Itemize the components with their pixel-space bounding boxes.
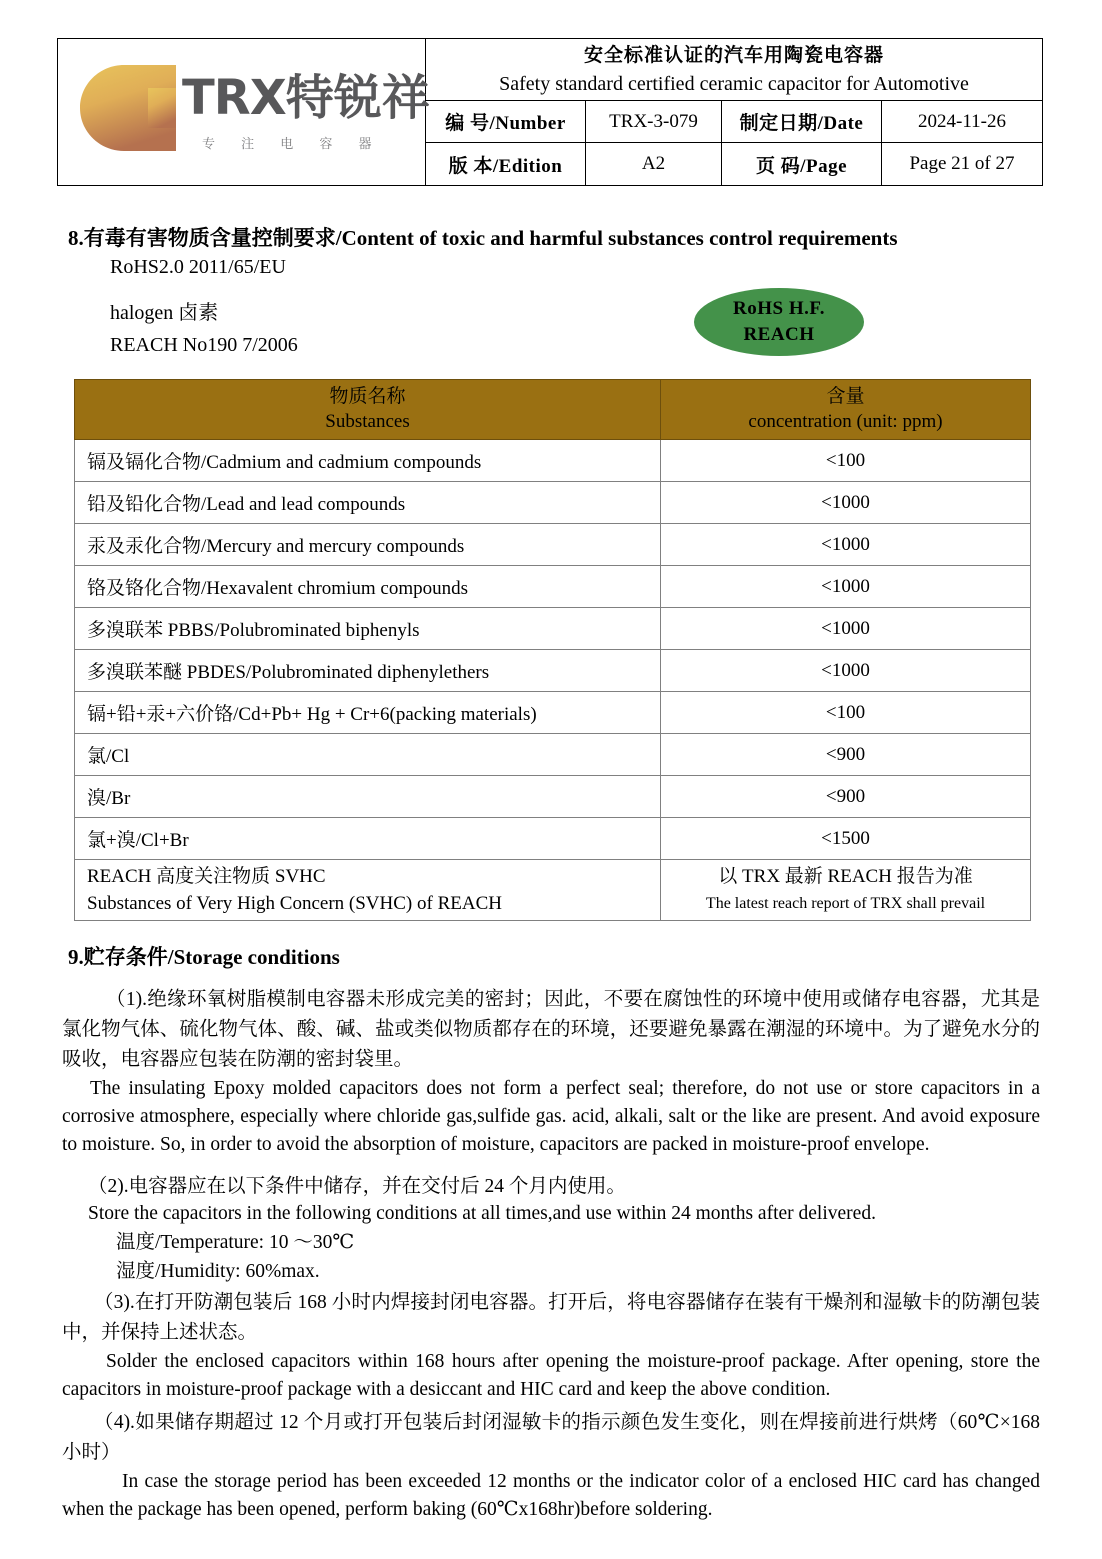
svhc-name-en: Substances of Very High Concern (SVHC) of REACH (87, 893, 502, 914)
storage-temperature: 温度/Temperature: 10 ～30℃ (116, 1232, 355, 1253)
storage-paragraph-1-en: The insulating Epoxy molded capacitors does not form a perfect seal; therefore, do not use or store capacitors in a corrosive atmosphere, especially where chloride gas,sulfide gas. acid, alkali, salt or the like are present. And avoid exposure to moisture. So, in order to avoid the absorption of moisture, capacitors are packed in moisture-proof envelope. (62, 1078, 1040, 1155)
substance-concentration: <1000 (661, 524, 1031, 566)
capacitor-c-logo-icon (80, 65, 176, 151)
company-logo (80, 63, 440, 167)
column-header-substances-en: Substances (325, 411, 410, 432)
standard-reach: REACH No190 7/2006 (110, 334, 298, 356)
section-8-heading: 8.有毒有害物质含量控制要求/Content of toxic and harmful substances control requirements (68, 226, 898, 250)
storage-paragraph-3-cn: （3).在打开防潮包装后 168 小时内焊接封闭电容器。打开后，将电容器储存在装有干燥剂和湿敏卡的防潮包装中，并保持上述状态。 (62, 1292, 1040, 1343)
svhc-conc-en: The latest reach report of TRX shall prevail (705, 895, 986, 912)
substance-concentration-svhc (661, 860, 1031, 921)
document-title-cn: 安全标准认证的汽车用陶瓷电容器 (583, 45, 884, 66)
table-row (75, 650, 1031, 692)
substance-name: 多溴联苯醚 PBDES/Polubrominated diphenylethers (75, 650, 661, 692)
logo-cell (58, 39, 430, 185)
column-header-concentration (661, 380, 1031, 440)
table-row (75, 524, 1031, 566)
table-row (75, 482, 1031, 524)
document-title-en: Safety standard certified ceramic capacitor for Automotive (499, 73, 969, 95)
substance-name: 镉+铅+汞+六价铬/Cd+Pb+ Hg + Cr+6(packing materials) (75, 692, 661, 734)
number-value: TRX-3-079 (586, 101, 722, 142)
date-value: 2024-11-26 (918, 110, 1006, 132)
meta-row-edition (426, 143, 1042, 185)
substance-concentration: <1000 (661, 608, 1031, 650)
substance-name-svhc (75, 860, 661, 921)
table-row (75, 692, 1031, 734)
table-row (75, 440, 1031, 482)
page-value: Page 21 of 27 (909, 153, 1015, 174)
document-meta (426, 39, 1042, 185)
substance-name: 铬及铬化合物/Hexavalent chromium compounds (75, 566, 661, 608)
substance-name: 汞及汞化合物/Mercury and mercury compounds (75, 524, 661, 566)
table-row-svhc (75, 860, 1031, 921)
storage-humidity: 湿度/Humidity: 60%max. (116, 1261, 320, 1282)
section-9-heading: 9.贮存条件/Storage conditions (68, 945, 340, 969)
standard-rohs: RoHS2.0 2011/65/EU (110, 256, 286, 278)
logo-tagline: 专 注 电 容 器 (202, 137, 383, 152)
page-label: 页 码/Page (722, 143, 882, 185)
column-header-concentration-cn: 含量 (826, 386, 865, 407)
document-header (57, 38, 1043, 186)
storage-paragraph-1-cn: （1).绝缘环氧树脂模制电容器未形成完美的密封；因此，不要在腐蚀性的环境中使用或储存电容器，尤其是氯化物气体、硫化物气体、酸、碱、盐或类似物质都存在的环境，还要避免暴露在潮湿的环境中。为了避免水分的吸收，电容器应包装在防潮的密封袋里。 (62, 989, 1040, 1070)
column-header-concentration-en: concentration (unit: ppm) (748, 411, 943, 432)
table-header-row (75, 380, 1031, 440)
substance-concentration: <900 (661, 776, 1031, 818)
substance-concentration: <1000 (661, 650, 1031, 692)
number-label: 编 号/Number (426, 101, 586, 142)
date-label: 制定日期/Date (722, 101, 882, 142)
storage-paragraph-4-cn: （4).如果储存期超过 12 个月或打开包装后封闭湿敏卡的指示颜色发生变化，则在焊接前进行烘烤（60℃×168 小时） (62, 1412, 1040, 1463)
substance-name: 氯/Cl (75, 734, 661, 776)
storage-paragraph-2-cn: （2).电容器应在以下条件中储存，并在交付后 24 个月内使用。 (88, 1176, 626, 1197)
standard-halogen: halogen 卤素 (110, 302, 219, 324)
edition-label: 版 本/Edition (426, 143, 586, 185)
table-row (75, 776, 1031, 818)
meta-row-number (426, 101, 1042, 143)
svhc-name-cn: REACH 高度关注物质 SVHC (87, 866, 326, 887)
substance-name: 氯+溴/Cl+Br (75, 818, 661, 860)
substance-name: 铅及铅化合物/Lead and lead compounds (75, 482, 661, 524)
table-row (75, 734, 1031, 776)
badge-line-2: REACH (743, 324, 815, 345)
substance-concentration: <100 (661, 692, 1031, 734)
edition-value: A2 (586, 143, 722, 185)
substance-name: 镉及镉化合物/Cadmium and cadmium compounds (75, 440, 661, 482)
table-row (75, 818, 1031, 860)
logo-latin: TRX (182, 70, 286, 126)
column-header-substances (75, 380, 661, 440)
svhc-conc-cn: 以 TRX 最新 REACH 报告为准 (718, 866, 973, 887)
substance-name: 溴/Br (75, 776, 661, 818)
logo-wordmark (182, 69, 430, 127)
logo-chinese: 特锐祥 (285, 70, 430, 126)
document-title-block (426, 39, 1042, 101)
column-header-substances-cn: 物质名称 (329, 386, 406, 407)
rohs-hf-reach-badge (694, 288, 864, 356)
substance-concentration: <100 (661, 440, 1031, 482)
substance-name: 多溴联苯 PBBS/Polubrominated biphenyls (75, 608, 661, 650)
substance-concentration: <1000 (661, 482, 1031, 524)
substances-table (74, 379, 1031, 921)
substances-table-body (75, 440, 1031, 921)
substance-concentration: <1000 (661, 566, 1031, 608)
table-row (75, 608, 1031, 650)
storage-paragraph-2-en: Store the capacitors in the following conditions at all times,and use within 24 months after delivered. (88, 1203, 876, 1224)
storage-paragraph-4-en: In case the storage period has been exceeded 12 months or the indicator color of a enclosed HIC card has changed when the package has been opened, perform baking (60℃x168hr)before soldering. (62, 1471, 1040, 1520)
substance-concentration: <1500 (661, 818, 1031, 860)
substance-concentration: <900 (661, 734, 1031, 776)
badge-line-1: RoHS H.F. (733, 298, 825, 319)
table-row (75, 566, 1031, 608)
storage-paragraph-3-en: Solder the enclosed capacitors within 168 hours after opening the moisture-proof package. After opening, store the capacitors in moisture-proof package with a desiccant and HIC card and keep the above condition. (62, 1351, 1040, 1400)
